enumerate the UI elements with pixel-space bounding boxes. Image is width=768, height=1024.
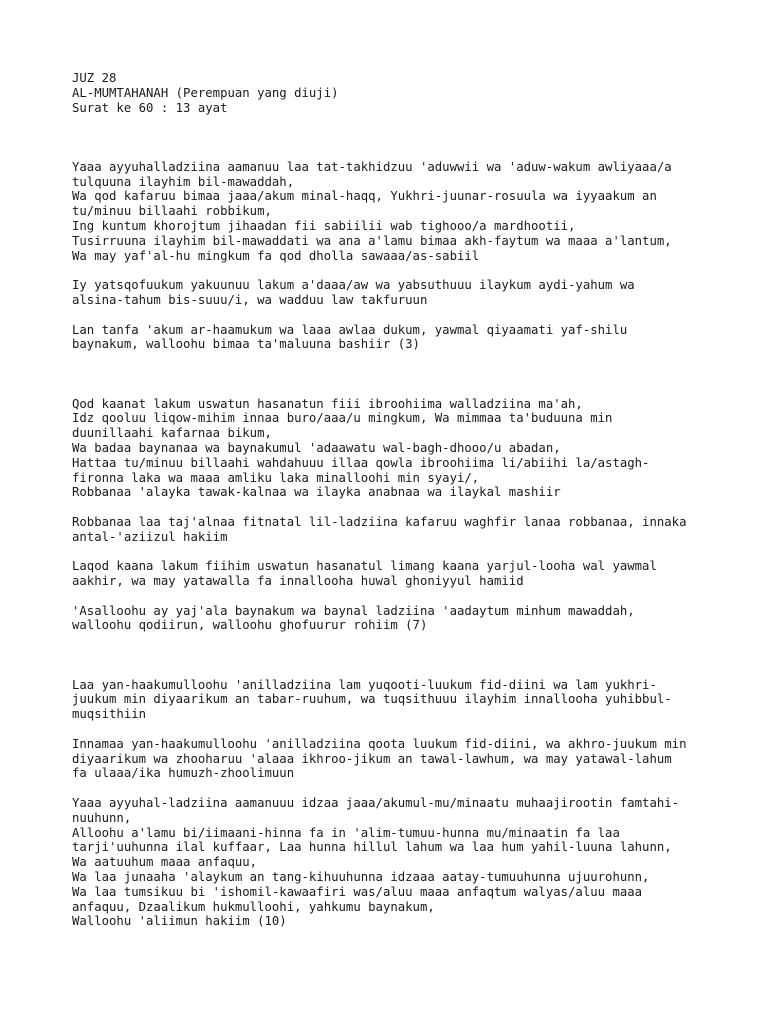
verse-line: Idz qooluu liqow-mihim innaa buro/aaa/u mingkum, Wa mimmaa ta'buduuna min — [72, 411, 613, 426]
verse-line: tu/minuu billaahi robbikum, — [72, 204, 272, 219]
verse-paragraph — [72, 278, 712, 308]
verse-line: juukum min diyaarikum an tabar-ruuhum, wa tuqsithuuu ilayhim innallooha yuhibbul- — [72, 692, 672, 707]
spacer — [72, 722, 712, 737]
spacer — [72, 263, 712, 278]
verse-line: Lan tanfa 'akum ar-haamukum wa laaa awlaa dukum, yawmal qiyaamati yaf-shilu — [72, 322, 628, 337]
verse-line: Walloohu 'aliimun hakiim (10) — [72, 914, 287, 929]
spacer — [72, 633, 712, 677]
verse-line: muqsithiin — [72, 707, 147, 722]
verse-line: fironna laka wa maaa amliku laka minalloohi min syayi/, — [72, 470, 480, 485]
verse-line: Robbanaa laa taj'alnaa fitnatal lil-ladziina kafaruu waghfir lanaa robbanaa, innaka — [72, 514, 687, 529]
verse-paragraph — [72, 323, 712, 353]
verse-line: baynakum, walloohu bimaa ta'maluuna bashiir (3) — [72, 337, 420, 352]
spacer — [72, 352, 712, 396]
verse-line: Wa laa tumsikuu bi 'ishomil-kawaafiri was/aluu maaa anfaqtum walyas/aluu maaa — [72, 884, 643, 899]
verse-line: aakhir, wa may yatawalla fa innallooha huwal ghoniyyul hamiid — [72, 574, 524, 589]
document-page — [72, 71, 712, 929]
verse-line: Hattaa tu/minuu billaahi wahdahuuu illaa qowla ibroohiima li/abiihi la/astagh- — [72, 455, 650, 470]
verse-line: nuuhunn, — [72, 810, 132, 825]
spacer — [72, 308, 712, 323]
verse-line: Iy yatsqofuukum yakuunuu lakum a'daaa/aw wa yabsuthuuu ilaykum aydi-yahum wa — [72, 278, 635, 293]
spacer — [72, 545, 712, 560]
verse-line: antal-'aziizul hakiim — [72, 529, 228, 544]
juz-label: JUZ 28 — [72, 71, 117, 85]
verse-line: Ing kuntum khorojtum jihaadan fii sabiilii wab tighooo/a mardhootii, — [72, 218, 576, 233]
verse-line: alsina-tahum bis-suuu/i, wa wadduu law takfuruun — [72, 292, 428, 307]
spacer — [72, 781, 712, 796]
verse-line: tulquuna ilayhim bil-mawaddah, — [72, 174, 295, 189]
verse-paragraph — [72, 796, 712, 929]
verse-line: Robbanaa 'alayka tawak-kalnaa wa ilayka anabnaa wa ilaykal mashiir — [72, 485, 561, 500]
verse-line: Yaaa ayyuhal-ladziina aamanuuu idzaa jaaa/akumul-mu/minaatu muhaajirootin famtahi- — [72, 796, 680, 811]
verse-line: Innamaa yan-haakumulloohu 'anilladziina qoota luukum fid-diini, wa akhro-juukum min — [72, 736, 687, 751]
verse-paragraph — [72, 559, 712, 589]
spacer — [72, 500, 712, 515]
verse-line: Laa yan-haakumulloohu 'anilladziina lam yuqooti-luukum fid-diini wa lam yukhri- — [72, 677, 657, 692]
verse-line: 'Asalloohu ay yaj'ala baynakum wa baynal ladziina 'aadaytum minhum mawaddah, — [72, 603, 635, 618]
verse-paragraph — [72, 397, 712, 501]
verse-line: Wa badaa baynanaa wa baynakumul 'adaawatu wal-bagh-dhooo/u abadan, — [72, 440, 561, 455]
verse-paragraph — [72, 678, 712, 722]
verse-paragraph — [72, 515, 712, 545]
verse-line: duunillaahi kafarnaa bikum, — [72, 426, 272, 441]
verse-paragraph — [72, 737, 712, 781]
verse-paragraph — [72, 160, 712, 264]
verse-line: Wa laa junaaha 'alaykum an tang-kihuuhunna idzaaa aatay-tumuuhunna ujuurohunn, — [72, 870, 650, 885]
verse-line: Wa may yaf'al-hu mingkum fa qod dholla sawaaa/as-sabiil — [72, 248, 480, 263]
verse-line: Wa aatuuhum maaa anfaquu, — [72, 855, 258, 870]
surah-info: Surat ke 60 : 13 ayat — [72, 100, 228, 115]
verse-line: diyaarikum wa zhooharuu 'alaaa ikhroo-jikum an tawal-lawhum, wa may yatawal-lahum — [72, 751, 672, 766]
verse-line: Laqod kaana lakum fiihim uswatun hasanatul limang kaana yarjul-looha wal yawmal — [72, 559, 657, 574]
document-header — [72, 71, 712, 115]
verse-line: Yaaa ayyuhalladziina aamanuu laa tat-takhidzuu 'aduwwii wa 'aduw-wakum awliyaaa/a — [72, 159, 672, 174]
verse-paragraph — [72, 604, 712, 634]
spacer — [72, 115, 712, 159]
verse-line: walloohu qodiirun, walloohu ghofuurur rohiim (7) — [72, 618, 428, 633]
verse-line: Tusirruuna ilayhim bil-mawaddati wa ana a'lamu bimaa akh-faytum wa maaa a'lantum, — [72, 233, 672, 248]
verse-line: Qod kaanat lakum uswatun hasanatun fiii ibroohiima walladziina ma'ah, — [72, 396, 583, 411]
verse-line: Wa qod kafaruu bimaa jaaa/akum minal-haqq, Yukhri-juunar-rosuula wa iyyaakum an — [72, 189, 657, 204]
verse-line: anfaquu, Dzaalikum hukmulloohi, yahkumu baynakum, — [72, 899, 435, 914]
spacer — [72, 589, 712, 604]
surah-title: AL-MUMTAHANAH (Perempuan yang diuji) — [72, 85, 339, 100]
verse-line: fa ulaaa/ika humuzh-zhoolimuun — [72, 766, 295, 781]
verse-line: tarji'uuhunna ilal kuffaar, Laa hunna hillul lahum wa laa hum yahil-luuna lahunn, — [72, 840, 672, 855]
verse-line: Alloohu a'lamu bi/iimaani-hinna fa in 'alim-tumuu-hunna mu/minaatin fa laa — [72, 825, 620, 840]
